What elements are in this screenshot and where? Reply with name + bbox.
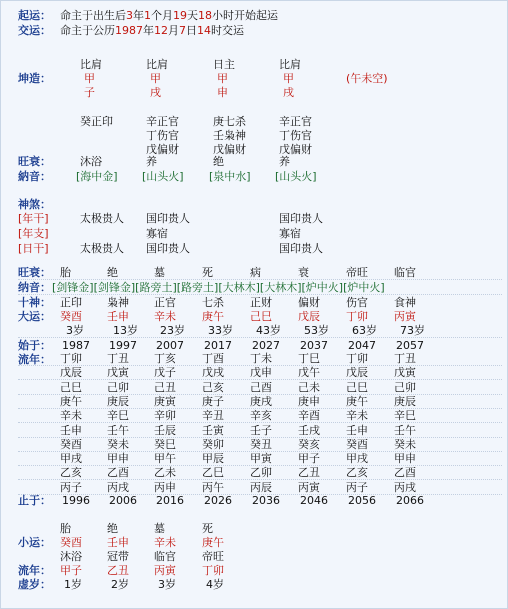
dayun-shishen: 偏财 <box>298 296 320 309</box>
liunian-cell: 壬申 <box>60 423 82 437</box>
xiaoyun-liunian: 丁卯 <box>202 564 224 577</box>
xusui-value: 1岁 <box>64 578 82 591</box>
liunian-cell: 丙申 <box>154 480 176 494</box>
liunian-cell: 乙未 <box>154 466 176 480</box>
jiaoyun-text-part: 月 <box>168 24 179 37</box>
dayun-age: 13岁 <box>113 324 138 337</box>
shiyu-label: 始于： <box>18 339 51 352</box>
liunian-cell: 癸酉 <box>60 437 82 451</box>
zhiyu-label: 止于： <box>18 494 51 507</box>
jiaoyun-text-part: 日 <box>186 24 197 37</box>
pillar-nayin: [泉中水] <box>209 170 251 183</box>
qiyun-text-part: 3 <box>126 9 133 22</box>
liunian-cell: 辛未 <box>60 409 82 423</box>
dayun-age: 53岁 <box>304 324 329 337</box>
liunian-cell: 丙戌 <box>394 480 416 494</box>
liunian-cell: 乙酉 <box>107 466 129 480</box>
liunian-cell: 甲戌 <box>60 452 82 466</box>
liunian-cell: 甲申 <box>107 452 129 466</box>
qiyun-text-part: 18 <box>198 9 212 22</box>
canggan-item: 癸正印 <box>80 115 113 128</box>
liunian-cell: 癸亥 <box>298 437 320 451</box>
shensha-row-label: [年干] <box>18 212 49 225</box>
xiaoyun-liunian-label: 流年： <box>18 564 51 577</box>
jiaoyun-text-part: 14 <box>197 24 211 37</box>
canggan-item: 戊偏财 <box>146 143 179 156</box>
qiyun-label: 起运： <box>18 9 51 22</box>
xusui-value: 4岁 <box>206 578 224 591</box>
shensha-row-label: [日干] <box>18 242 49 255</box>
pillar-shishen: 比肩 <box>80 58 102 71</box>
dayun-shishen-label: 十神： <box>18 296 51 309</box>
dayun-age: 3岁 <box>66 324 84 337</box>
dayun-ganzhi: 辛未 <box>154 310 176 323</box>
dayun-shishen: 正印 <box>60 296 82 309</box>
liunian-cell: 甲戌 <box>346 452 368 466</box>
liunian-cell: 丙午 <box>202 480 224 494</box>
pillar-wangshuai: 养 <box>279 155 290 168</box>
xusui-value: 3岁 <box>158 578 176 591</box>
xiaoyun-liunian: 乙丑 <box>107 564 129 577</box>
dayun-ganzhi: 丁卯 <box>346 310 368 323</box>
liunian-cell: 壬辰 <box>154 423 176 437</box>
canggan-item: 丁伤官 <box>146 129 179 142</box>
canggan-item: 壬枭神 <box>213 129 246 142</box>
dayun-start-year: 2057 <box>396 339 424 352</box>
liunian-cell: 戊申 <box>250 366 272 380</box>
liunian-cell: 丁巳 <box>298 352 320 365</box>
dayun-age: 23岁 <box>160 324 185 337</box>
dayun-end-year: 2026 <box>204 494 232 507</box>
dayun-nayin: [剑锋金][剑锋金][路旁土][路旁土][大林木][大林木][炉中火][炉中火] <box>52 281 385 294</box>
nayin-label: 納音： <box>18 170 51 183</box>
liunian-cell: 丙子 <box>60 480 82 494</box>
row-divider <box>18 279 502 280</box>
dayun-wangshuai: 胎 <box>60 266 71 279</box>
pillar-zhi: 戌 <box>150 86 161 99</box>
liunian-cell: 己酉 <box>250 380 272 394</box>
liunian-cell: 癸未 <box>394 437 416 451</box>
liunian-cell: 丙戌 <box>107 480 129 494</box>
liunian-cell: 庚申 <box>298 394 320 408</box>
dayun-end-year: 2066 <box>396 494 424 507</box>
liunian-cell: 戊子 <box>154 366 176 380</box>
xiaoyun-wangshuai2: 沐浴 <box>60 550 82 563</box>
canggan-item: 戊偏财 <box>279 143 312 156</box>
liunian-cell: 壬寅 <box>202 423 224 437</box>
dayun-ganzhi: 己巳 <box>250 310 272 323</box>
shensha-cell: 寡宿 <box>279 227 301 240</box>
dayun-end-year: 2016 <box>156 494 184 507</box>
liunian-cell: 己亥 <box>202 380 224 394</box>
liunian-cell: 辛巳 <box>107 409 129 423</box>
liunian-cell: 戊午 <box>298 366 320 380</box>
liunian-cell: 甲子 <box>298 452 320 466</box>
liunian-cell: 壬子 <box>250 423 272 437</box>
pillar-gan: 甲 <box>217 72 228 85</box>
xiaoyun-wangshuai: 胎 <box>60 522 71 535</box>
dayun-wangshuai: 临官 <box>394 266 416 279</box>
liunian-cell: 丁未 <box>250 352 272 365</box>
qiyun-text-part: 小时开始起运 <box>212 9 278 22</box>
xiaoyun-ganzhi: 壬申 <box>107 536 129 549</box>
qiankun-label: 坤造： <box>18 72 51 85</box>
pillar-wangshuai: 养 <box>146 155 157 168</box>
liunian-cell: 丙子 <box>346 480 368 494</box>
dayun-nayin-label: 纳音： <box>18 281 51 294</box>
liunian-cell: 己巳 <box>60 380 82 394</box>
jiaoyun-text-part: 7 <box>179 24 186 37</box>
pillar-shishen: 日主 <box>213 58 235 71</box>
dayun-end-year: 2006 <box>109 494 137 507</box>
dayun-end-year: 2036 <box>252 494 280 507</box>
liunian-cell: 癸丑 <box>250 437 272 451</box>
liunian-cell: 庚午 <box>60 394 82 408</box>
liunian-cell: 己丑 <box>154 380 176 394</box>
xiaoyun-wangshuai2: 临官 <box>154 550 176 563</box>
liunian-cell: 壬午 <box>394 423 416 437</box>
liunian-cell: 乙巳 <box>202 466 224 480</box>
dayun-end-year: 1996 <box>62 494 90 507</box>
liunian-cell: 丙辰 <box>250 480 272 494</box>
liunian-cell: 戊寅 <box>107 366 129 380</box>
liunian-cell: 戊辰 <box>346 366 368 380</box>
liunian-cell: 癸未 <box>107 437 129 451</box>
liunian-cell: 乙亥 <box>346 466 368 480</box>
jiaoyun-text-part: 12 <box>154 24 168 37</box>
dayun-start-year: 2027 <box>252 339 280 352</box>
liunian-cell: 甲申 <box>394 452 416 466</box>
pillar-gan: 甲 <box>150 72 161 85</box>
jiaoyun-text-part: 时交运 <box>211 24 244 37</box>
shensha-cell: 国印贵人 <box>146 242 190 255</box>
shensha-title: 神煞： <box>18 198 51 211</box>
canggan-item: 庚七杀 <box>213 115 246 128</box>
liunian-cell: 辛未 <box>346 409 368 423</box>
xusui-value: 2岁 <box>111 578 129 591</box>
liunian-cell: 丁丑 <box>107 352 129 365</box>
dayun-start-year: 1997 <box>109 339 137 352</box>
canggan-item: 戊偏财 <box>213 143 246 156</box>
dayun-label: 大运： <box>18 310 51 323</box>
dayun-start-year: 2007 <box>156 339 184 352</box>
pillar-wangshuai: 绝 <box>213 155 224 168</box>
qiyun-text-part: 1 <box>144 9 151 22</box>
xiaoyun-wangshuai2: 冠带 <box>107 550 129 563</box>
xiaoyun-label: 小运： <box>18 536 51 549</box>
liunian-cell: 甲午 <box>154 452 176 466</box>
liunian-cell: 辛巳 <box>394 409 416 423</box>
row-divider <box>18 294 502 295</box>
liunian-cell: 丁亥 <box>154 352 176 365</box>
canggan-item: 辛正官 <box>279 115 312 128</box>
shensha-cell: 国印贵人 <box>279 212 323 225</box>
liunian-cell: 戊辰 <box>60 366 82 380</box>
liunian-cell: 癸卯 <box>202 437 224 451</box>
liunian-cell: 己巳 <box>346 380 368 394</box>
jiaoyun-label: 交运： <box>18 24 51 37</box>
dayun-ganzhi: 癸酉 <box>60 310 82 323</box>
liunian-cell: 丁卯 <box>60 352 82 365</box>
dayun-shishen: 七杀 <box>202 296 224 309</box>
dayun-age: 43岁 <box>256 324 281 337</box>
dayun-start-year: 2037 <box>300 339 328 352</box>
jiaoyun-text <box>60 24 244 37</box>
pillar-nayin: [海中金] <box>76 170 118 183</box>
qiyun-text-part: 命主于出生后 <box>60 9 126 22</box>
liunian-cell: 壬申 <box>346 423 368 437</box>
liunian-cell: 癸酉 <box>346 437 368 451</box>
shensha-row-label: [年支] <box>18 227 49 240</box>
dayun-age: 73岁 <box>400 324 425 337</box>
liunian-cell: 庚寅 <box>154 394 176 408</box>
dayun-wangshuai: 墓 <box>154 266 165 279</box>
liunian-cell: 壬午 <box>107 423 129 437</box>
pillar-gan: 甲 <box>84 72 95 85</box>
pillar-gan: 甲 <box>283 72 294 85</box>
dayun-shishen: 伤官 <box>346 296 368 309</box>
qiyun-text-part: 年 <box>133 9 144 22</box>
dayun-start-year: 2047 <box>348 339 376 352</box>
xusui-label: 虚岁： <box>18 578 51 591</box>
jiaoyun-text-part: 年 <box>143 24 154 37</box>
pillar-zhi: 申 <box>217 86 228 99</box>
liunian-cell: 甲辰 <box>202 452 224 466</box>
dayun-shishen: 正官 <box>154 296 176 309</box>
liunian-cell: 乙酉 <box>394 466 416 480</box>
liunian-cell: 戊戌 <box>202 366 224 380</box>
shensha-cell: 寡宿 <box>146 227 168 240</box>
canggan-item: 丁伤官 <box>279 129 312 142</box>
xiaoyun-wangshuai: 墓 <box>154 522 165 535</box>
dayun-wangshuai: 帝旺 <box>346 266 368 279</box>
shensha-cell: 太极贵人 <box>80 242 124 255</box>
liunian-cell: 己卯 <box>107 380 129 394</box>
shensha-cell: 国印贵人 <box>146 212 190 225</box>
xiaoyun-ganzhi: 癸酉 <box>60 536 82 549</box>
pillar-shishen: 比肩 <box>146 58 168 71</box>
xiaoyun-wangshuai: 绝 <box>107 522 118 535</box>
pillar-nayin: [山头火] <box>275 170 317 183</box>
kongwang-text: (午未空) <box>346 72 388 85</box>
liunian-cell: 己未 <box>298 380 320 394</box>
wangshuai-label: 旺衰： <box>18 155 51 168</box>
xiaoyun-liunian: 丙寅 <box>154 564 176 577</box>
shensha-cell: 太极贵人 <box>80 212 124 225</box>
liunian-cell: 庚午 <box>346 394 368 408</box>
qiyun-text <box>60 9 278 22</box>
liunian-cell: 壬戌 <box>298 423 320 437</box>
liunian-cell: 丙寅 <box>298 480 320 494</box>
dayun-start-year: 1987 <box>62 339 90 352</box>
dayun-ganzhi: 丙寅 <box>394 310 416 323</box>
dayun-shishen: 正财 <box>250 296 272 309</box>
pillar-shishen: 比肩 <box>279 58 301 71</box>
xiaoyun-liunian: 甲子 <box>60 564 82 577</box>
liunian-cell: 丁酉 <box>202 352 224 365</box>
xiaoyun-wangshuai: 死 <box>202 522 213 535</box>
dayun-wangshuai: 死 <box>202 266 213 279</box>
dayun-wangshuai: 衰 <box>298 266 309 279</box>
dayun-end-year: 2056 <box>348 494 376 507</box>
dayun-wangshuai-label: 旺衰： <box>18 266 51 279</box>
liunian-label: 流年： <box>18 353 51 366</box>
pillar-zhi: 子 <box>84 86 95 99</box>
dayun-ganzhi: 戊辰 <box>298 310 320 323</box>
liunian-cell: 庚戌 <box>250 394 272 408</box>
liunian-cell: 己卯 <box>394 380 416 394</box>
pillar-wangshuai: 沐浴 <box>80 155 102 168</box>
liunian-cell: 庚辰 <box>394 394 416 408</box>
dayun-wangshuai: 绝 <box>107 266 118 279</box>
dayun-ganzhi: 庚午 <box>202 310 224 323</box>
xiaoyun-ganzhi: 辛未 <box>154 536 176 549</box>
dayun-wangshuai: 病 <box>250 266 261 279</box>
liunian-cell: 癸巳 <box>154 437 176 451</box>
dayun-age: 33岁 <box>208 324 233 337</box>
pillar-nayin: [山头火] <box>142 170 184 183</box>
jiaoyun-text-part: 1987 <box>115 24 143 37</box>
liunian-cell: 戊寅 <box>394 366 416 380</box>
pillar-zhi: 戌 <box>283 86 294 99</box>
liunian-cell: 乙亥 <box>60 466 82 480</box>
dayun-ganzhi: 壬申 <box>107 310 129 323</box>
dayun-end-year: 2046 <box>300 494 328 507</box>
qiyun-text-part: 个月 <box>151 9 173 22</box>
dayun-age: 63岁 <box>352 324 377 337</box>
liunian-cell: 辛丑 <box>202 409 224 423</box>
liunian-cell: 乙卯 <box>250 466 272 480</box>
liunian-cell: 甲寅 <box>250 452 272 466</box>
qiyun-text-part: 天 <box>187 9 198 22</box>
xiaoyun-wangshuai2: 帝旺 <box>202 550 224 563</box>
dayun-shishen: 枭神 <box>107 296 129 309</box>
dayun-start-year: 2017 <box>204 339 232 352</box>
liunian-cell: 庚辰 <box>107 394 129 408</box>
jiaoyun-text-part: 命主于公历 <box>60 24 115 37</box>
row-divider <box>18 337 502 338</box>
shensha-cell: 国印贵人 <box>279 242 323 255</box>
liunian-cell: 乙丑 <box>298 466 320 480</box>
qiyun-text-part: 19 <box>173 9 187 22</box>
liunian-cell: 辛亥 <box>250 409 272 423</box>
dayun-shishen: 食神 <box>394 296 416 309</box>
liunian-cell: 庚子 <box>202 394 224 408</box>
liunian-cell: 丁卯 <box>346 352 368 365</box>
xiaoyun-ganzhi: 庚午 <box>202 536 224 549</box>
liunian-cell: 丁丑 <box>394 352 416 365</box>
liunian-cell: 辛酉 <box>298 409 320 423</box>
canggan-item: 辛正官 <box>146 115 179 128</box>
liunian-cell: 辛卯 <box>154 409 176 423</box>
